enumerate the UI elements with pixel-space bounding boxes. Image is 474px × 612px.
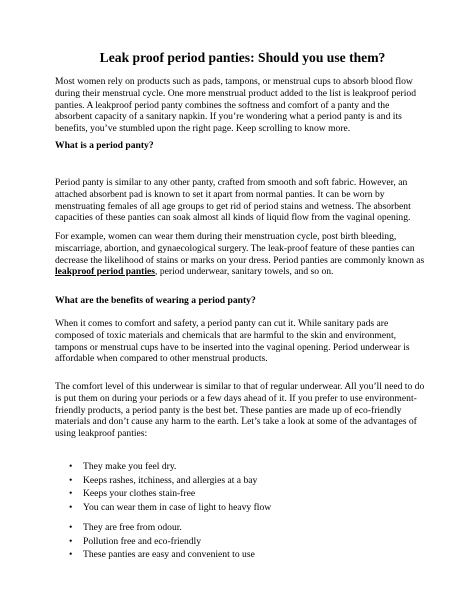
section-heading-what-is: What is a period panty? xyxy=(55,140,154,151)
paragraph-line: tampons or menstrual cups have to be inserted into the vaginal opening. Period underwear is xyxy=(55,341,410,353)
paragraph-line: The comfort level of this underwear is similar to that of regular underwear. All you’ll need to do xyxy=(55,381,425,392)
list-item xyxy=(69,487,399,501)
paragraph-line: When it comes to comfort and safety, a period panty can cut it. While sanitary pads are xyxy=(55,318,389,329)
what-is-paragraph-1 xyxy=(55,177,430,224)
bullet-icon: • xyxy=(69,461,73,472)
paragraph-line: is put them on during your periods or a few days ahead of it. If you prefer to use environment- xyxy=(55,392,417,404)
paragraph-line: For example, women can wear them during their menstruation cycle, post birth bleeding, xyxy=(55,231,397,242)
paragraph-line: attached absorbent pad is known to set it apart from normal panties. It can be worn by xyxy=(55,188,385,200)
intro-line: during their menstrual cycle. One more menstrual product added to the list is leakproof period xyxy=(55,87,416,99)
list-item-text: Keeps your clothes stain-free xyxy=(83,488,196,500)
list-item-text: Keeps rashes, itchiness, and allergies at a bay xyxy=(83,474,258,486)
list-item-text: They make you feel dry. xyxy=(83,461,177,472)
bullet-icon: • xyxy=(69,522,73,533)
list-item-text: You can wear them in case of light to heavy flow xyxy=(83,501,272,513)
advantages-list-1 xyxy=(69,460,399,514)
what-is-paragraph-2 xyxy=(55,231,430,278)
bullet-icon: • xyxy=(69,549,73,561)
list-item xyxy=(69,501,399,515)
list-item-text: They are free from odour. xyxy=(83,522,182,533)
paragraph-line: friendly products, a period panty is the best bet. These panties are made up of eco-friendly xyxy=(55,404,402,416)
benefits-paragraph-2 xyxy=(55,381,430,440)
paragraph-line: using leakproof panties: xyxy=(55,428,148,440)
section-heading-benefits: What are the benefits of wearing a period panty? xyxy=(55,295,256,306)
paragraph-line xyxy=(55,266,430,278)
paragraph-line: miscarriage, abortion, and gynaecological surgery. The leak-proof feature of these panties can xyxy=(55,242,415,254)
list-item-text: These panties are easy and convenient to use xyxy=(83,549,255,561)
bullet-icon: • xyxy=(69,501,73,513)
document-title: Leak proof period panties: Should you use them? xyxy=(99,50,386,65)
paragraph-line: capacities of these panties can soak almost all kinds of liquid flow from the vaginal opening. xyxy=(55,212,411,224)
paragraph-tail-text: , period underwear, sanitary towels, and so on. xyxy=(155,266,334,278)
advantages-list-2 xyxy=(69,521,399,562)
intro-line: benefits, you’ve stumbled upon the right page. Keep scrolling to know more. xyxy=(55,123,351,135)
list-item xyxy=(69,460,399,474)
list-item xyxy=(69,474,399,488)
bullet-icon: • xyxy=(69,535,73,547)
list-item xyxy=(69,521,399,535)
intro-line: absorbent capacity of a sanitary napkin. If you’re wondering what a period panty is and its xyxy=(55,111,402,123)
list-item xyxy=(69,535,399,549)
paragraph-line: decrease the likelihood of stains or marks on your dress. Period panties are commonly known as xyxy=(55,254,425,266)
list-item-text: Pollution free and eco-friendly xyxy=(83,535,202,547)
intro-line: panties. A leakproof period panty combines the softness and comfort of a panty and the xyxy=(55,99,390,111)
paragraph-line: menstruating females of all age groups to get rid of period stains and wetness. The absorbent xyxy=(55,200,411,212)
bullet-icon: • xyxy=(69,474,73,486)
paragraph-line: affordable when compared to other menstrual products. xyxy=(55,353,268,365)
intro-paragraph xyxy=(55,76,430,135)
intro-line: Most women rely on products such as pads, tampons, or menstrual cups to absorb blood flow xyxy=(55,76,413,87)
paragraph-line: Period panty is similar to any other panty, crafted from smooth and soft fabric. However, an xyxy=(55,177,408,188)
leakproof-period-panties-link[interactable]: leakproof period panties xyxy=(55,266,156,278)
paragraph-line: composed of toxic materials and chemicals that are harmful to the skin and environment, xyxy=(55,329,397,341)
bullet-icon: • xyxy=(69,488,73,500)
paragraph-line: materials and don’t cause any harm to the earth. Let’s take a look at some of the advantages of xyxy=(55,416,417,428)
list-item xyxy=(69,548,399,562)
benefits-paragraph-1 xyxy=(55,318,430,365)
